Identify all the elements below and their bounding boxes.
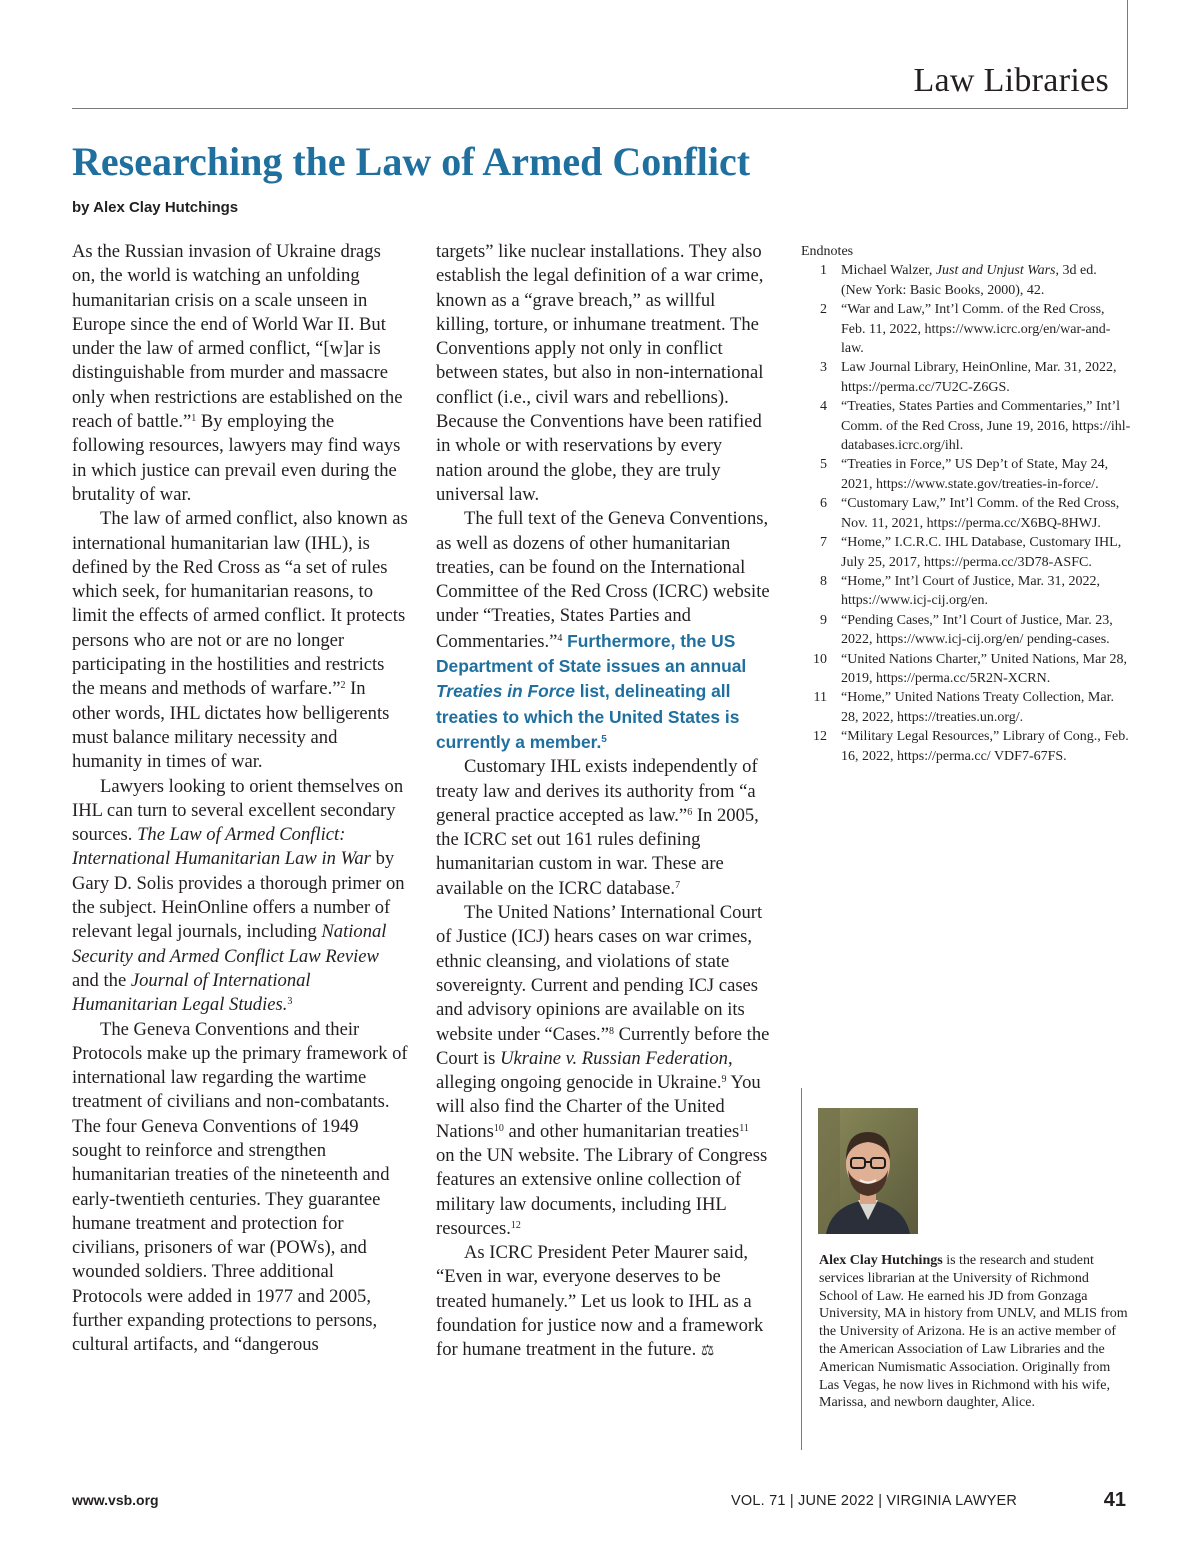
endnote-ref: 4	[557, 632, 563, 644]
paragraph: Customary IHL exists independently of treaty law and derives its authority from “a general practice accepted as law.”$^6$ In 2005, the ICRC set out 161 rules defining humanitarian custom in war. These are available on the ICRC database.$^7$	[436, 756, 759, 899]
section-label: Law Libraries	[913, 62, 1109, 99]
byline: by Alex Clay Hutchings	[72, 199, 239, 216]
paragraph: As the Russian invasion of Ukraine drags on, the world is watching an unfolding humanitarian crisis on a scale unseen in Europe since the end of World War II. But under the law of armed conflict, “[w]ar is distinguishable from murder and massacre only when restrictions are established on the reach of battle.”$^1$ By employing the following resources, lawyers may find ways in which justice can prevail even during the brutality of war.	[72, 241, 403, 505]
endnote-ref: 10	[493, 1122, 504, 1134]
endnote-number: 2	[820, 302, 827, 318]
paragraph: The United Nations’ International Court of Justice (ICJ) hears cases on war crimes, ethnic cleansing, and violations of state sovereignty. Current and pending ICJ cases and advisory opinions are available on its website under “Cases.”$^8$ Currently before the Court is Ukraine v. Russian Federation, alleging ongoing genocide in Ukraine.$^9$ You will also find the Charter of the United Nations$^{10}$ and other humanitarian treaties$^{11}$ on the UN website. The Library of Congress features an extensive online collection of military law documents, including IHL resources.$^{12}$	[436, 902, 770, 1239]
endnote-number: 1	[820, 263, 827, 279]
scales-end-icon: ⚖	[700, 1341, 715, 1360]
article-title: Researching the Law of Armed Conflict	[72, 139, 751, 184]
author-photo	[818, 1108, 918, 1234]
endnote-number: 5	[820, 457, 827, 473]
endnote-number: 4	[820, 399, 827, 415]
endnote-number: 8	[820, 573, 827, 589]
paragraph: Lawyers looking to orient themselves on IHL can turn to several excellent secondary sources. The Law of Armed Conflict: International Humanitarian Law in War by Gary D. Solis provides a thorough primer on the subject. HeinOnline offers a number of relevant legal journals, including National Security and Armed Conflict Law Review and the Journal of International Humanitarian Legal Studies.$^3$	[72, 775, 405, 1016]
endnote-number: 3	[820, 360, 827, 376]
endnote-item: 1 Michael Walzer, Just and Unjust Wars, 3d ed. (New York: Basic Books, 2000), 42.	[801, 261, 1131, 300]
endnotes-list	[801, 261, 1131, 766]
body-column-1	[72, 240, 408, 1358]
endnote-ref: 9	[721, 1074, 727, 1086]
bio-rule	[801, 1088, 802, 1450]
paragraph: targets” like nuclear installations. They also establish the legal definition of a war crime, known as a “grave breach,” as willful killing, torture, or inhumane treatment. The Conventions apply not only in conflict between states, but also in non-international conflict (i.e., civil wars and rebellions). Because the Conventions have been ratified in whole or with reservations by every nation around the globe, they are truly universal law.	[436, 241, 764, 505]
endnote-number: 7	[820, 535, 827, 551]
journal-title: National Security and Armed Conflict Law Review	[72, 921, 387, 967]
case-title: Ukraine v. Russian Federation	[500, 1047, 728, 1069]
author-bio: Alex Clay Hutchings is the research and student services librarian at the University of Richmond School of Law. He earned his JD from Gonzaga University, MA in history from UNLV, and MLIS from the University of Arizona. He is an active member of the American Association of Law Libraries and the American Numismatic Association. Originally from Las Vegas, he now lives in Richmond with his wife, Marissa, and newborn daughter, Alice.	[819, 1253, 1128, 1411]
header-horizontal-rule	[72, 108, 1128, 109]
author-portrait-icon	[818, 1108, 918, 1234]
journal-title: Journal of International Humanitarian Legal Studies.	[72, 969, 311, 1016]
endnote-item: 5 “Treaties in Force,” US Dep’t of State, May 24, 2021, https://www.state.gov/treaties-in-force/.	[801, 455, 1131, 494]
endnote-item: 3 Law Journal Library, HeinOnline, Mar. 31, 2022, https://perma.cc/7U2C-Z6GS.	[801, 358, 1131, 397]
page-number: 41	[1103, 1489, 1126, 1511]
book-title: The Law of Armed Conflict: International Humanitarian Law in War	[72, 824, 371, 870]
footer-issue: VOL. 71 | JUNE 2022 | VIRGINIA LAWYER	[731, 1493, 1017, 1509]
endnote-item: 4 “Treaties, States Parties and Commentaries,” Int’l Comm. of the Red Cross, June 19, 2016, https://ihl-databases.icrc.org/ihl.	[801, 397, 1131, 455]
endnote-item: 10 “United Nations Charter,” United Nations, Mar 28, 2019, https://perma.cc/5R2N-XCRN.	[801, 650, 1131, 689]
paragraph: As ICRC President Peter Maurer said, “Even in war, everyone deserves to be treated humanely.” Let us look to IHL as a foundation for justice now and a framework for humane treatment in the future. ⚖	[436, 1242, 764, 1361]
paragraph: The law of armed conflict, also known as international humanitarian law (IHL), is defined by the Red Cross as “a set of rules which seek, for humanitarian reasons, to limit the effects of armed conflict. It protects persons who are not or are no longer participating in the hostilities and restricts the means and methods of warfare.”$^2$ In other words, IHL dictates how belligerents must balance military necessity and humanity in times of war.	[72, 508, 408, 773]
author-name: Alex Clay Hutchings	[819, 1253, 943, 1268]
endnote-number: 11	[813, 690, 827, 706]
endnotes-title: Endnotes	[801, 244, 854, 259]
endnote-number: 12	[813, 729, 827, 745]
endnote-ref: 8	[608, 1025, 614, 1037]
endnote-ref: 2	[340, 680, 346, 692]
endnote-number: 6	[820, 496, 827, 512]
endnote-item: 9 “Pending Cases,” Int’l Court of Justice, Mar. 23, 2022, https://www.icj-cij.org/en/ pending-cases.	[801, 611, 1131, 650]
endnote-item: 11 “Home,” United Nations Treaty Collection, Mar. 28, 2022, https://treaties.un.org/.	[801, 688, 1131, 727]
footer-url[interactable]: www.vsb.org	[72, 1492, 159, 1508]
paragraph: The Geneva Conventions and their Protocols make up the primary framework of international law regarding the wartime treatment of civilians and non-combatants. The four Geneva Conventions of 1949 sought to reinforce and strengthen humanitarian treaties of the nineteenth and early-twentieth centuries. They guarantee humane treatment and protection for civilians, prisoners of war (POWs), and wounded soldiers. Three additional Protocols were added in 1977 and 2005, further expanding protections to persons, cultural artifacts, and “dangerous	[72, 1018, 408, 1356]
endnote-ref: 11	[739, 1122, 749, 1134]
endnote-ref: 7	[675, 879, 681, 891]
endnote-item: 7 “Home,” I.C.R.C. IHL Database, Customary IHL, July 25, 2017, https://perma.cc/3D78-ASFC.	[801, 533, 1131, 572]
endnote-ref: 3	[287, 996, 293, 1008]
paragraph: The full text of the Geneva Conventions, as well as dozens of other humanitarian treaties, can be found on the International Committee of the Red Cross (ICRC) website under “Treaties, States Parties and Commentaries.”$^4$ Furthermore, the US Department of State issues an annual Treaties in Force list, delineating all treaties to which the United States is currently a member.$^5$	[436, 508, 770, 752]
pull-quote: Furthermore, the US Department of State issues an annual Treaties in Force list, delineating all treaties to which the United States is currently a member.$^5$	[436, 630, 747, 752]
endnote-item: 6 “Customary Law,” Int’l Comm. of the Red Cross, Nov. 11, 2021, https://perma.cc/X6BQ-8HWJ.	[801, 494, 1131, 533]
endnote-ref: 12	[510, 1219, 521, 1231]
endnote-ref: 6	[687, 806, 693, 818]
endnote-number: 10	[813, 651, 827, 667]
endnote-item: 8 “Home,” Int’l Court of Justice, Mar. 31, 2022, https://www.icj-cij.org/en.	[801, 572, 1131, 611]
endnote-ref: 1	[191, 413, 197, 425]
endnote-item: 12 “Military Legal Resources,” Library of Cong., Feb. 16, 2022, https://perma.cc/ VDF7-67FS.	[801, 727, 1131, 766]
endnote-item: 2 “War and Law,” Int’l Comm. of the Red Cross, Feb. 11, 2022, https://www.icrc.org/en/war-and-law.	[801, 300, 1131, 358]
endnote-number: 9	[820, 612, 827, 628]
header-vertical-rule	[1127, 0, 1128, 109]
body-column-2	[436, 240, 770, 1363]
endnotes	[801, 242, 1131, 766]
